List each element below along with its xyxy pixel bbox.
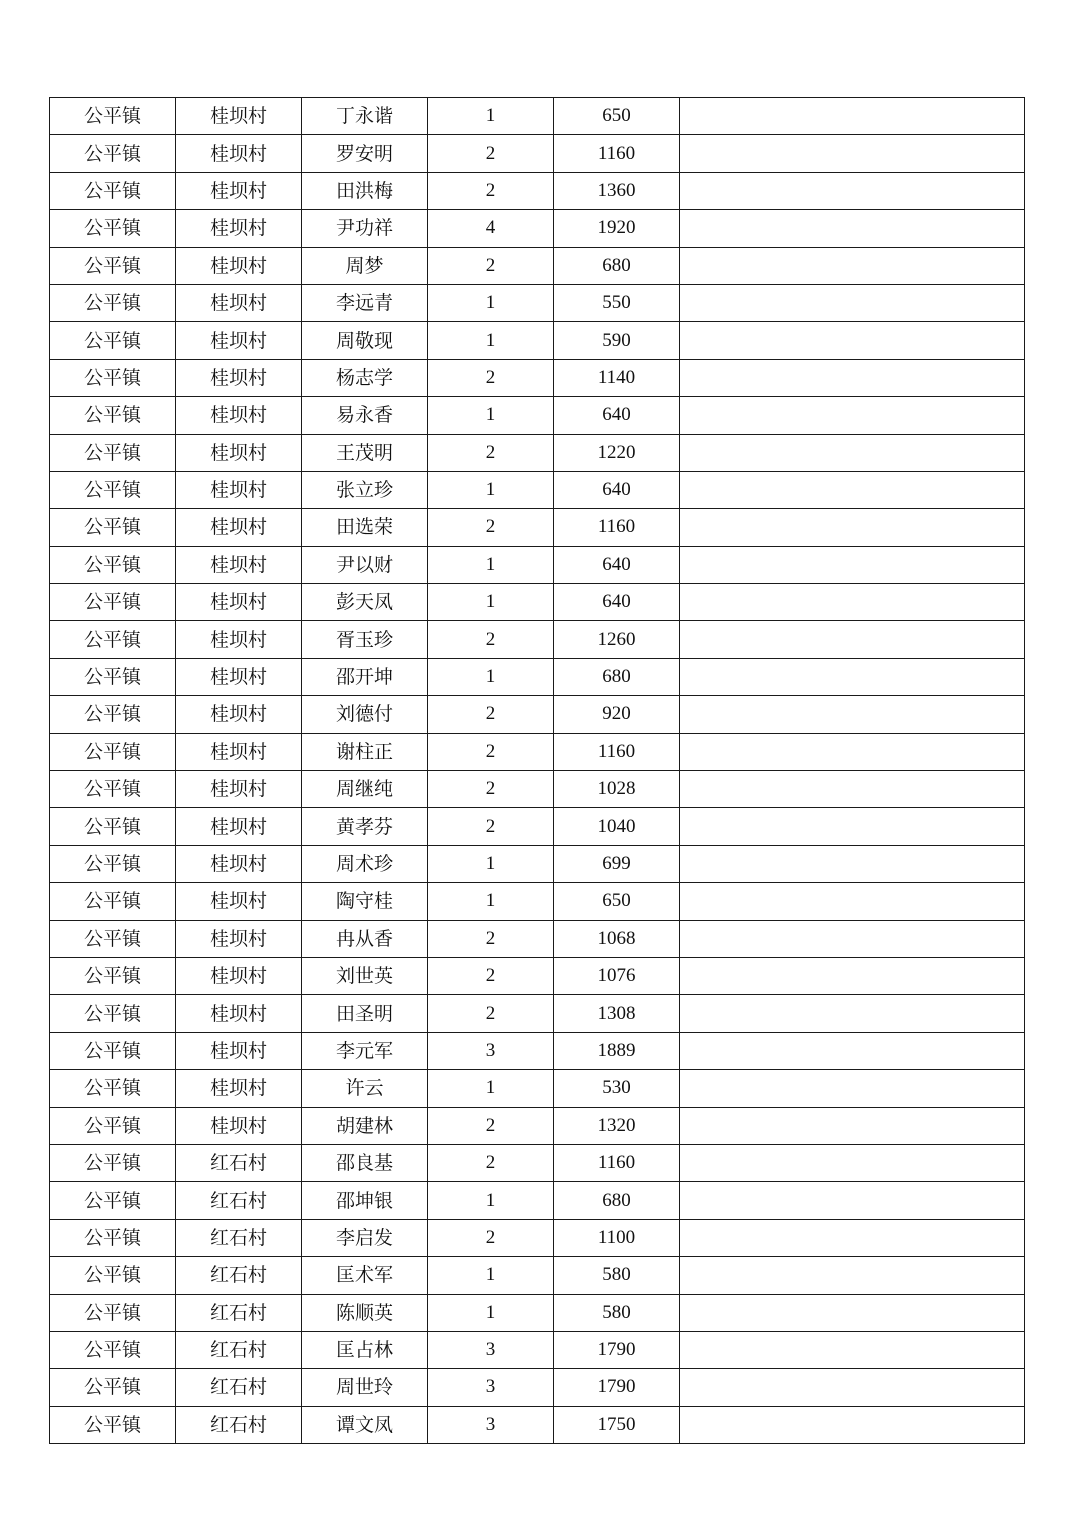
cell-people-count: 2 [428,1219,554,1256]
cell-people-count: 3 [428,1032,554,1069]
cell-village: 桂坝村 [176,434,302,471]
cell-amount: 1320 [554,1107,680,1144]
cell-note [680,397,1025,434]
table-row [50,1257,1025,1294]
cell-name: 匡占林 [302,1331,428,1368]
cell-town: 公平镇 [50,621,176,658]
cell-note [680,696,1025,733]
cell-name: 田洪梅 [302,172,428,209]
cell-note [680,359,1025,396]
cell-people-count: 2 [428,771,554,808]
cell-village: 红石村 [176,1182,302,1219]
cell-name: 田选荣 [302,509,428,546]
cell-village: 桂坝村 [176,471,302,508]
cell-name: 胡建林 [302,1107,428,1144]
cell-people-count: 2 [428,920,554,957]
cell-amount: 580 [554,1294,680,1331]
cell-note [680,1144,1025,1181]
cell-people-count: 1 [428,322,554,359]
table-body [50,98,1025,1444]
cell-note [680,1107,1025,1144]
cell-village: 桂坝村 [176,920,302,957]
table-row [50,1369,1025,1406]
cell-note [680,883,1025,920]
table-row [50,1331,1025,1368]
cell-note [680,1182,1025,1219]
cell-people-count: 1 [428,1070,554,1107]
cell-village: 桂坝村 [176,322,302,359]
cell-village: 红石村 [176,1331,302,1368]
cell-town: 公平镇 [50,733,176,770]
cell-town: 公平镇 [50,696,176,733]
table-row [50,696,1025,733]
cell-amount: 530 [554,1070,680,1107]
cell-note [680,1369,1025,1406]
cell-name: 丁永谐 [302,98,428,135]
cell-people-count: 2 [428,696,554,733]
cell-town: 公平镇 [50,247,176,284]
data-table [49,97,1025,1444]
cell-village: 桂坝村 [176,957,302,994]
cell-village: 桂坝村 [176,135,302,172]
cell-village: 桂坝村 [176,1070,302,1107]
cell-amount: 580 [554,1257,680,1294]
cell-people-count: 1 [428,98,554,135]
table-row [50,658,1025,695]
cell-town: 公平镇 [50,397,176,434]
cell-amount: 1160 [554,135,680,172]
cell-people-count: 2 [428,1144,554,1181]
cell-village: 桂坝村 [176,584,302,621]
cell-town: 公平镇 [50,808,176,845]
cell-people-count: 3 [428,1331,554,1368]
cell-amount: 640 [554,471,680,508]
cell-town: 公平镇 [50,1294,176,1331]
cell-people-count: 1 [428,845,554,882]
table-row [50,1107,1025,1144]
cell-town: 公平镇 [50,172,176,209]
cell-note [680,920,1025,957]
cell-name: 周术珍 [302,845,428,882]
cell-village: 红石村 [176,1144,302,1181]
cell-amount: 1160 [554,1144,680,1181]
cell-people-count: 1 [428,546,554,583]
cell-people-count: 2 [428,957,554,994]
cell-note [680,284,1025,321]
cell-name: 谭文凤 [302,1406,428,1443]
cell-town: 公平镇 [50,284,176,321]
cell-village: 桂坝村 [176,397,302,434]
cell-village: 红石村 [176,1406,302,1443]
cell-name: 匡术军 [302,1257,428,1294]
cell-name: 邵良基 [302,1144,428,1181]
cell-name: 易永香 [302,397,428,434]
cell-note [680,471,1025,508]
cell-note [680,210,1025,247]
cell-town: 公平镇 [50,1032,176,1069]
cell-amount: 650 [554,98,680,135]
cell-village: 桂坝村 [176,1107,302,1144]
table-row [50,995,1025,1032]
cell-town: 公平镇 [50,771,176,808]
cell-amount: 650 [554,883,680,920]
cell-note [680,546,1025,583]
cell-village: 桂坝村 [176,210,302,247]
cell-town: 公平镇 [50,1369,176,1406]
cell-village: 桂坝村 [176,98,302,135]
table-row [50,397,1025,434]
table-row [50,920,1025,957]
cell-note [680,98,1025,135]
cell-amount: 1100 [554,1219,680,1256]
cell-name: 彭天凤 [302,584,428,621]
cell-people-count: 1 [428,284,554,321]
cell-people-count: 2 [428,434,554,471]
table-row [50,845,1025,882]
table-row [50,621,1025,658]
cell-town: 公平镇 [50,995,176,1032]
cell-people-count: 1 [428,658,554,695]
table-row [50,546,1025,583]
cell-amount: 1076 [554,957,680,994]
table-row [50,322,1025,359]
cell-amount: 1360 [554,172,680,209]
cell-amount: 1790 [554,1369,680,1406]
cell-amount: 1040 [554,808,680,845]
cell-town: 公平镇 [50,957,176,994]
table-row [50,98,1025,135]
cell-name: 王茂明 [302,434,428,471]
cell-amount: 1790 [554,1331,680,1368]
cell-note [680,509,1025,546]
cell-note [680,621,1025,658]
cell-people-count: 2 [428,808,554,845]
cell-amount: 1308 [554,995,680,1032]
cell-town: 公平镇 [50,883,176,920]
cell-note [680,172,1025,209]
cell-village: 桂坝村 [176,696,302,733]
cell-name: 邵开坤 [302,658,428,695]
cell-amount: 680 [554,658,680,695]
cell-amount: 1140 [554,359,680,396]
cell-people-count: 1 [428,471,554,508]
cell-village: 桂坝村 [176,1032,302,1069]
cell-amount: 640 [554,546,680,583]
cell-town: 公平镇 [50,135,176,172]
cell-people-count: 2 [428,135,554,172]
cell-name: 李远青 [302,284,428,321]
cell-town: 公平镇 [50,509,176,546]
cell-village: 桂坝村 [176,284,302,321]
cell-amount: 550 [554,284,680,321]
cell-amount: 1028 [554,771,680,808]
table-row [50,1032,1025,1069]
cell-name: 周敬现 [302,322,428,359]
cell-village: 桂坝村 [176,733,302,770]
cell-name: 尹功祥 [302,210,428,247]
cell-town: 公平镇 [50,471,176,508]
table-row [50,1070,1025,1107]
cell-name: 刘世英 [302,957,428,994]
cell-village: 桂坝村 [176,771,302,808]
cell-note [680,322,1025,359]
table-row [50,957,1025,994]
cell-village: 桂坝村 [176,845,302,882]
cell-note [680,995,1025,1032]
cell-note [680,135,1025,172]
cell-note [680,1032,1025,1069]
cell-name: 罗安明 [302,135,428,172]
cell-people-count: 1 [428,397,554,434]
cell-people-count: 1 [428,1257,554,1294]
cell-people-count: 3 [428,1369,554,1406]
cell-note [680,1219,1025,1256]
table-row [50,359,1025,396]
cell-town: 公平镇 [50,210,176,247]
table-row [50,1182,1025,1219]
cell-people-count: 1 [428,883,554,920]
cell-amount: 1920 [554,210,680,247]
cell-people-count: 1 [428,1182,554,1219]
cell-village: 桂坝村 [176,359,302,396]
cell-note [680,1070,1025,1107]
cell-town: 公平镇 [50,1182,176,1219]
cell-village: 桂坝村 [176,658,302,695]
table-row [50,1294,1025,1331]
cell-amount: 680 [554,247,680,284]
cell-people-count: 2 [428,247,554,284]
cell-town: 公平镇 [50,1070,176,1107]
cell-village: 桂坝村 [176,247,302,284]
cell-town: 公平镇 [50,546,176,583]
cell-people-count: 2 [428,621,554,658]
cell-village: 桂坝村 [176,172,302,209]
cell-amount: 1068 [554,920,680,957]
cell-people-count: 2 [428,733,554,770]
cell-village: 桂坝村 [176,621,302,658]
cell-name: 陶守桂 [302,883,428,920]
cell-town: 公平镇 [50,1331,176,1368]
cell-name: 陈顺英 [302,1294,428,1331]
cell-village: 桂坝村 [176,546,302,583]
table-row [50,808,1025,845]
cell-name: 尹以财 [302,546,428,583]
table-row [50,434,1025,471]
cell-village: 红石村 [176,1369,302,1406]
cell-name: 邵坤银 [302,1182,428,1219]
cell-town: 公平镇 [50,1406,176,1443]
table-row [50,509,1025,546]
cell-amount: 1160 [554,733,680,770]
cell-note [680,771,1025,808]
cell-amount: 1260 [554,621,680,658]
cell-name: 胥玉珍 [302,621,428,658]
cell-note [680,808,1025,845]
table-row [50,135,1025,172]
cell-note [680,247,1025,284]
cell-village: 桂坝村 [176,808,302,845]
cell-people-count: 1 [428,1294,554,1331]
table-row [50,733,1025,770]
cell-town: 公平镇 [50,1219,176,1256]
cell-note [680,1331,1025,1368]
cell-note [680,434,1025,471]
table-row [50,1406,1025,1443]
cell-town: 公平镇 [50,584,176,621]
cell-note [680,733,1025,770]
cell-town: 公平镇 [50,322,176,359]
cell-amount: 1160 [554,509,680,546]
cell-note [680,1257,1025,1294]
table-row [50,247,1025,284]
table-row [50,1144,1025,1181]
table-row [50,284,1025,321]
cell-amount: 640 [554,584,680,621]
cell-note [680,845,1025,882]
cell-people-count: 3 [428,1406,554,1443]
table-row [50,210,1025,247]
cell-note [680,1294,1025,1331]
cell-village: 桂坝村 [176,883,302,920]
cell-town: 公平镇 [50,1107,176,1144]
cell-people-count: 1 [428,584,554,621]
cell-name: 冉从香 [302,920,428,957]
cell-town: 公平镇 [50,1257,176,1294]
cell-town: 公平镇 [50,658,176,695]
cell-note [680,1406,1025,1443]
cell-amount: 1750 [554,1406,680,1443]
cell-name: 周继纯 [302,771,428,808]
cell-people-count: 2 [428,509,554,546]
cell-name: 周世玲 [302,1369,428,1406]
cell-name: 许云 [302,1070,428,1107]
cell-town: 公平镇 [50,1144,176,1181]
cell-name: 田圣明 [302,995,428,1032]
cell-name: 黄孝芬 [302,808,428,845]
cell-town: 公平镇 [50,98,176,135]
cell-amount: 1220 [554,434,680,471]
cell-name: 刘德付 [302,696,428,733]
cell-name: 李元军 [302,1032,428,1069]
table-row [50,471,1025,508]
cell-name: 李启发 [302,1219,428,1256]
cell-town: 公平镇 [50,359,176,396]
cell-name: 谢柱正 [302,733,428,770]
cell-town: 公平镇 [50,845,176,882]
cell-amount: 920 [554,696,680,733]
cell-people-count: 4 [428,210,554,247]
cell-village: 红石村 [176,1294,302,1331]
cell-town: 公平镇 [50,920,176,957]
cell-name: 张立珍 [302,471,428,508]
cell-people-count: 2 [428,359,554,396]
cell-village: 桂坝村 [176,509,302,546]
table-row [50,1219,1025,1256]
cell-note [680,658,1025,695]
cell-name: 周梦 [302,247,428,284]
cell-people-count: 2 [428,172,554,209]
table-row [50,172,1025,209]
cell-amount: 699 [554,845,680,882]
cell-note [680,957,1025,994]
table-row [50,584,1025,621]
table-row [50,771,1025,808]
cell-amount: 680 [554,1182,680,1219]
cell-amount: 640 [554,397,680,434]
cell-note [680,584,1025,621]
cell-people-count: 2 [428,1107,554,1144]
cell-people-count: 2 [428,995,554,1032]
cell-amount: 1889 [554,1032,680,1069]
table-row [50,883,1025,920]
cell-village: 红石村 [176,1257,302,1294]
cell-name: 杨志学 [302,359,428,396]
cell-amount: 590 [554,322,680,359]
cell-village: 桂坝村 [176,995,302,1032]
cell-town: 公平镇 [50,434,176,471]
cell-village: 红石村 [176,1219,302,1256]
